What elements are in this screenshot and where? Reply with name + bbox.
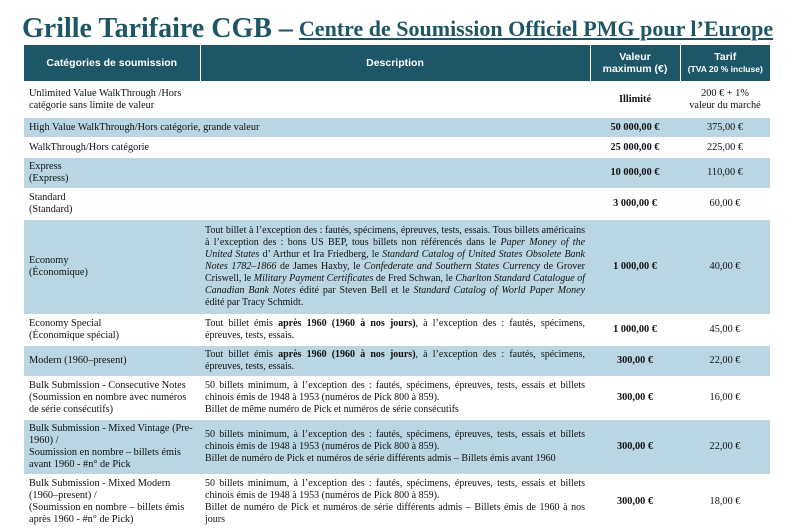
fee-cell: 375,00 € bbox=[680, 118, 770, 138]
table-row bbox=[24, 346, 770, 377]
fee-cell: 22,00 € bbox=[680, 346, 770, 377]
fee-cell: 110,00 € bbox=[680, 158, 770, 189]
fee-cell: 45,00 € bbox=[680, 315, 770, 346]
table-row bbox=[24, 189, 770, 220]
table-row bbox=[24, 315, 770, 346]
description-cell bbox=[200, 158, 590, 189]
max-value-cell: 300,00 € bbox=[590, 377, 680, 420]
category-cell: Bulk Submission - Mixed Vintage (Pre-1960) / Soumission en nombre – billets émis avant 1960 - #n° de Pick bbox=[24, 420, 200, 475]
fee-cell: 18,00 € bbox=[680, 475, 770, 530]
max-value-cell: 300,00 € bbox=[590, 475, 680, 530]
table-row bbox=[24, 138, 770, 158]
description-cell bbox=[200, 82, 590, 118]
category-cell: Bulk Submission - Consecutive Notes (Soumission en nombre avec numéros de série consécutifs) bbox=[24, 377, 200, 420]
max-value-cell: 300,00 € bbox=[590, 420, 680, 475]
fee-cell: 60,00 € bbox=[680, 189, 770, 220]
table-row bbox=[24, 82, 770, 118]
max-value-cell: 3 000,00 € bbox=[590, 189, 680, 220]
description-cell: 50 billets minimum, à l’exception des : fautés, spécimens, épreuves, tests, essais et billets chinois émis de 1948 à 1953 (numéros de Pick 800 à 859). Billet de numéro de Pick et numéros de série différents admis – Billets émis avant 1960 bbox=[200, 420, 590, 475]
fee-cell: 200 € + 1% valeur du marché bbox=[680, 82, 770, 118]
max-value-cell: 50 000,00 € bbox=[590, 118, 680, 138]
category-cell: Bulk Submission - Mixed Modern (1960–present) / (Soumission en nombre – billets émis après 1960 - #n° de Pick) bbox=[24, 475, 200, 530]
table-row bbox=[24, 475, 770, 530]
title-main: Grille Tarifaire CGB – bbox=[22, 13, 293, 44]
max-value-cell: 1 000,00 € bbox=[590, 315, 680, 346]
table-row bbox=[24, 420, 770, 475]
table-row bbox=[24, 220, 770, 315]
description-cell: Tout billet émis après 1960 (1960 à nos jours), à l’exception des : fautés, spécimens, épreuves, tests, essais. bbox=[200, 346, 590, 377]
category-cell: Economy Special (Économique spécial) bbox=[24, 315, 200, 346]
fee-cell: 16,00 € bbox=[680, 377, 770, 420]
max-value-cell: 1 000,00 € bbox=[590, 220, 680, 315]
max-value-cell: 300,00 € bbox=[590, 346, 680, 377]
fee-cell: 40,00 € bbox=[680, 220, 770, 315]
description-cell: 50 billets minimum, à l’exception des : fautés, spécimens, épreuves, tests, essais et billets chinois émis de 1948 à 1953 (numéros de Pick 800 à 859). Billet de même numéro de Pick et numéros de série consécutifs bbox=[200, 377, 590, 420]
category-cell: High Value WalkThrough/Hors catégorie, grande valeur bbox=[24, 118, 590, 138]
description-cell bbox=[200, 138, 590, 158]
category-cell: Unlimited Value WalkThrough /Hors catégorie sans limite de valeur bbox=[24, 82, 200, 118]
fee-cell: 225,00 € bbox=[680, 138, 770, 158]
table-row bbox=[24, 377, 770, 420]
table-row bbox=[24, 158, 770, 189]
max-value-cell: Illimité bbox=[590, 82, 680, 118]
page-title bbox=[0, 0, 800, 44]
description-cell bbox=[200, 189, 590, 220]
description-cell: 50 billets minimum, à l’exception des : fautés, spécimens, épreuves, tests, essais et billets chinois émis de 1948 à 1953 (numéros de Pick 800 à 859). Billet de numéro de Pick et numéros de série différents admis – Billets émis de 1960 à nos jours bbox=[200, 475, 590, 530]
category-cell: Express (Express) bbox=[24, 158, 200, 189]
pricing-table bbox=[24, 45, 770, 530]
category-cell: Economy (Économique) bbox=[24, 220, 200, 315]
title-subtitle: Centre de Soumission Officiel PMG pour l’Europe bbox=[298, 16, 774, 41]
description-cell: Tout billet émis après 1960 (1960 à nos jours), à l’exception des : fautés, spécimens, épreuves, tests, essais. bbox=[200, 315, 590, 346]
category-cell: WalkThrough/Hors catégorie bbox=[24, 138, 200, 158]
table-header-row bbox=[24, 45, 770, 82]
description-cell: Tout billet à l’exception des : fautés, spécimens, épreuves, tests, essais. Tous billets américains à l’exception des : bons US BEP, tous billets non référencés dans le Paper Money of the United States d’ Arthur et Ira Friedberg, le Standard Catalog of United States Obsolete Bank Notes 1782–1866 de James Haxby, le Confederate and Southern States Currency de Grover Criswell, le Military Payment Certificates de Fred Schwan, le Charlton Standard Catalogue of Canadian Bank Notes édité par Steven Bell et le Standard Catalog of World Paper Money édité par Tracy Schmidt. bbox=[200, 220, 590, 315]
header-max-value: Valeur maximum (€) bbox=[590, 45, 680, 82]
fee-cell: 22,00 € bbox=[680, 420, 770, 475]
category-cell: Modern (1960–present) bbox=[24, 346, 200, 377]
max-value-cell: 25 000,00 € bbox=[590, 138, 680, 158]
header-category: Catégories de soumission bbox=[24, 45, 200, 82]
category-cell: Standard (Standard) bbox=[24, 189, 200, 220]
header-description: Description bbox=[200, 45, 590, 82]
header-fee: Tarif (TVA 20 % incluse) bbox=[680, 45, 770, 82]
table-row bbox=[24, 118, 770, 138]
max-value-cell: 10 000,00 € bbox=[590, 158, 680, 189]
